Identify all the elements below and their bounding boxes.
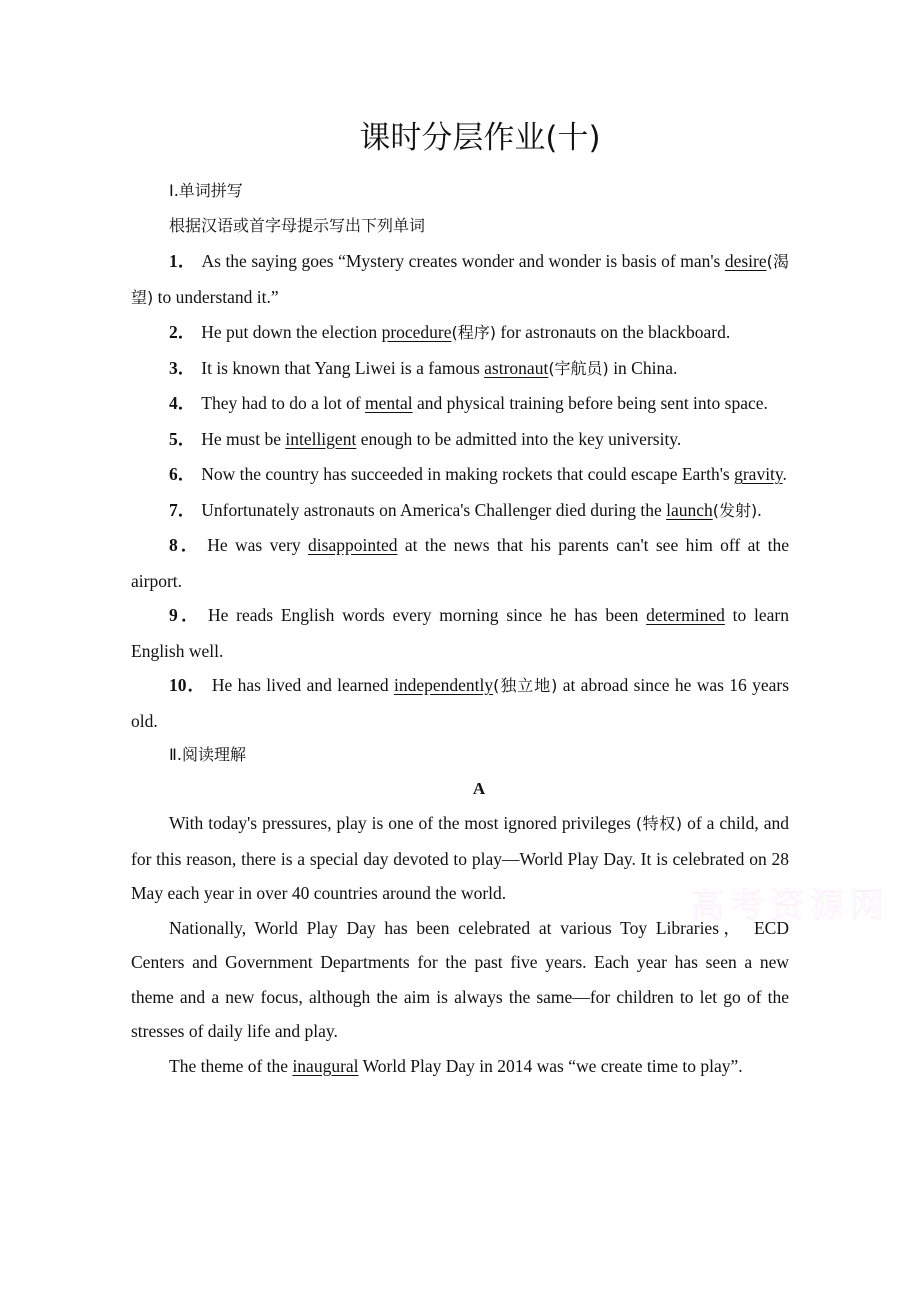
item-number: 4 <box>169 393 178 413</box>
item-number: 3 <box>169 357 178 378</box>
item-text-after: . <box>757 499 762 520</box>
item-text-before: They had to do a lot of <box>201 393 366 413</box>
underlined-word: inaugural <box>292 1055 359 1076</box>
item-number-dot: ． <box>177 357 196 378</box>
item-number-dot: ． <box>177 605 203 625</box>
item-text-before: He was very <box>207 535 309 555</box>
item-number: 6 <box>169 464 178 484</box>
answer-word: astronaut <box>484 357 549 378</box>
answer-word: determined <box>646 605 725 625</box>
exercise-item-8 <box>131 528 789 598</box>
answer-word: independently <box>393 675 494 695</box>
item-text-before: Unfortunately astronauts on America's Challenger died during the <box>201 499 667 520</box>
exercise-item-10 <box>131 668 789 738</box>
exercise-item-1 <box>131 244 789 315</box>
item-number-dot: ． <box>177 428 196 449</box>
document-content <box>131 174 789 1083</box>
item-text-before: It is known that Yang Liwei is a famous <box>201 357 485 378</box>
watermark: 高考资源网 <box>690 886 890 926</box>
paragraph-text-after: World Play Day in 2014 was “we create time to play”. <box>358 1055 743 1076</box>
chinese-hint: (宇航员) <box>548 358 609 378</box>
paragraph-text: With today's pressures, play is one of the most ignored privileges <box>169 813 636 833</box>
item-number-dot: ． <box>186 675 206 695</box>
item-text-after: at abroad since he was 16 years old. <box>131 675 790 731</box>
item-text-after: for astronauts on the blackboard. <box>496 322 731 342</box>
item-text-after: at the news that his parents can't see him off at the airport. <box>131 535 790 591</box>
item-text-before: He has lived and learned <box>211 675 394 695</box>
answer-word: mental <box>365 393 413 413</box>
chinese-hint: (特权) <box>635 814 683 833</box>
item-text-after: . <box>782 464 787 484</box>
exercise-item-9 <box>131 598 789 668</box>
item-number-dot: ． <box>177 393 196 413</box>
item-number-dot: ． <box>177 464 196 484</box>
exercise-item-6 <box>131 457 789 493</box>
item-number: 5 <box>169 428 178 449</box>
item-text-after: and physical training before being sent into space. <box>412 393 768 413</box>
item-number-dot: ． <box>177 251 196 271</box>
paragraph-text: The theme of the <box>169 1055 293 1076</box>
exercise-list <box>131 244 789 738</box>
answer-word: launch <box>666 499 713 520</box>
passage-paragraph-3 <box>131 1049 796 1084</box>
item-number: 7 <box>169 499 178 520</box>
item-text-before: He must be <box>201 428 286 449</box>
passage-paragraph-2 <box>131 911 789 1049</box>
answer-word: procedure <box>381 322 452 342</box>
exercise-item-2 <box>131 315 789 351</box>
item-number: 8 <box>169 535 178 555</box>
item-text-before: As the saying goes “Mystery creates wonder and wonder is basis of man's <box>201 251 725 271</box>
exercise-item-4 <box>131 386 789 422</box>
item-text-after: enough to be admitted into the key university. <box>356 428 682 449</box>
item-text-after: to learn English well. <box>131 605 789 661</box>
chinese-hint: (渴望) <box>131 252 789 307</box>
item-number-dot: ． <box>177 322 196 342</box>
item-text-after: to understand it.” <box>153 286 279 307</box>
item-text-before: Now the country has succeeded in making rockets that could escape Earth's <box>201 464 735 484</box>
item-number: 10 <box>169 675 187 695</box>
item-number: 2 <box>169 322 178 342</box>
answer-word: desire <box>724 251 767 271</box>
chinese-hint: (程序) <box>451 323 497 342</box>
answer-word: intelligent <box>285 428 357 449</box>
exercise-item-3 <box>131 351 789 387</box>
item-number-dot: ． <box>177 499 196 520</box>
paragraph-text: Nationally, World Play Day has been celebrated at various Toy Libraries， ECD Centers and Government Departments for the past five years. Each year has seen a new theme and a new focus, although the aim is always the same—for children to let go of the stresses of daily life and play. <box>131 917 789 1041</box>
item-text-before: He reads English words every morning since he has been <box>208 605 647 625</box>
chinese-hint: (发射) <box>712 500 758 520</box>
section-heading-reading: Ⅱ.阅读理解 <box>169 745 246 764</box>
chinese-hint: (独立地) <box>493 676 558 695</box>
answer-word: gravity <box>734 464 783 484</box>
answer-word: disappointed <box>308 535 398 555</box>
item-text-before: He put down the election <box>201 322 382 342</box>
item-number-dot: ． <box>177 535 202 555</box>
item-text-after: in China. <box>608 357 678 378</box>
paragraph-text-after: of a child, and for this reason, there is a special day devoted to play—World Play Day. It is celebrated on 28 May each year in over 40 countries around the world. <box>131 813 789 903</box>
item-number: 1 <box>169 251 178 271</box>
passage-label: A <box>472 779 486 798</box>
section-instruction: 根据汉语或首字母提示写出下列单词 <box>169 216 426 235</box>
exercise-item-7 <box>131 493 789 529</box>
exercise-item-5 <box>131 422 789 458</box>
passage-paragraph-1 <box>131 806 789 911</box>
reading-passage <box>131 806 789 1083</box>
section-heading-spelling: Ⅰ.单词拼写 <box>169 181 243 200</box>
item-number: 9 <box>169 605 178 625</box>
page-title: 课时分层作业(十) <box>359 120 601 156</box>
